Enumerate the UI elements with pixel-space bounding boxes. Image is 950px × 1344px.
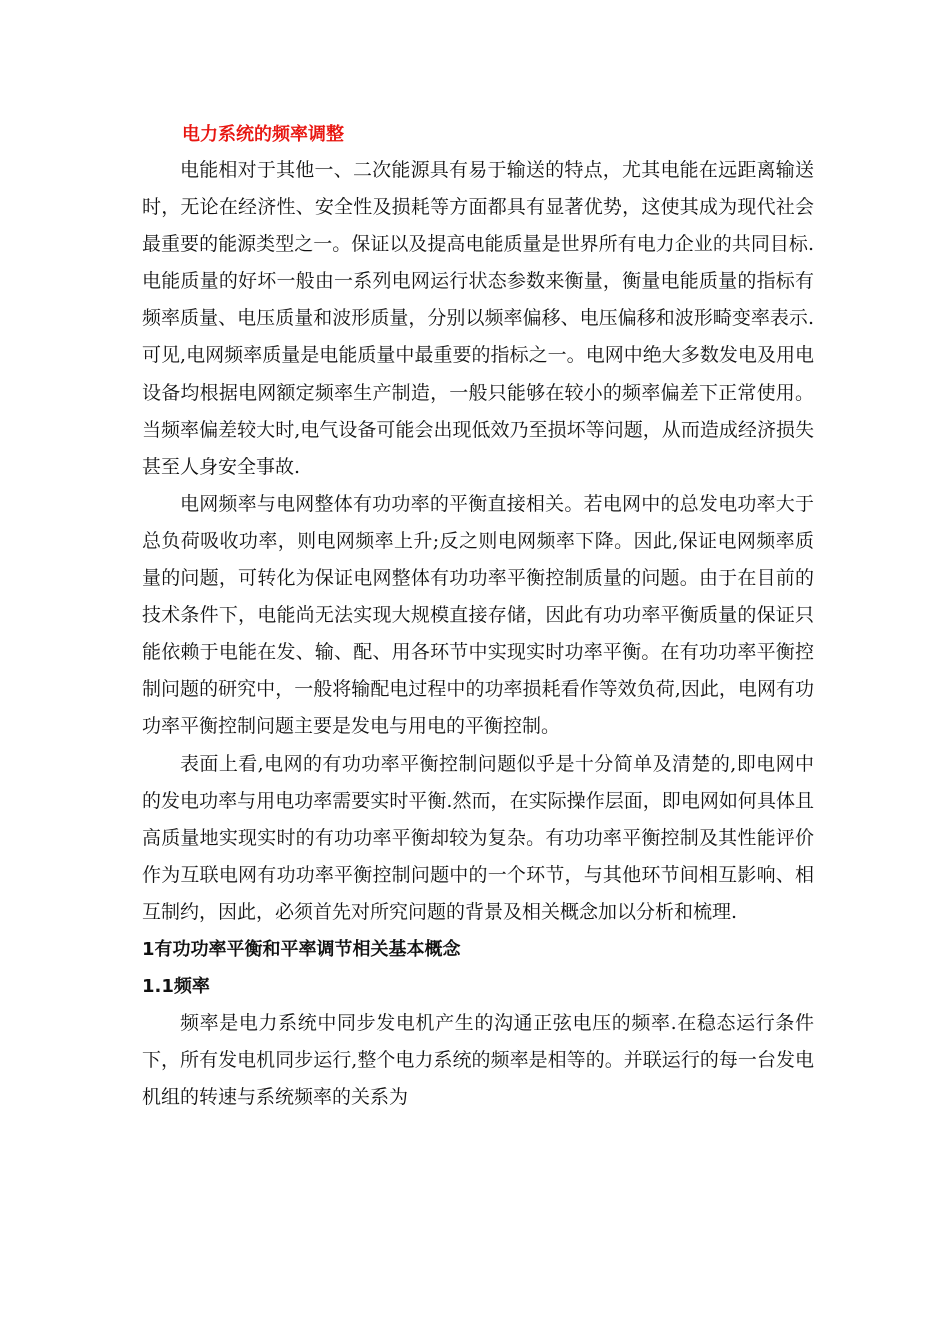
paragraph-4: 频率是电力系统中同步发电机产生的沟通正弦电压的频率.在稳态运行条件下，所有发电机同步运行,整个电力系统的频率是相等的。并联运行的每一台发电机组的转速与系统频率的关系为 [142, 1011, 814, 1109]
paragraph-3: 表面上看,电网的有功功率平衡控制问题似乎是十分简单及清楚的,即电网中的发电功率与用电功率需要实时平衡.然而，在实际操作层面，即电网如何具体且高质量地实现实时的有功功率平衡却较为复杂。有功功率平衡控制及其性能评价作为互联电网有功功率平衡控制问题中的一个环节，与其他环节间相互影响、相互制约，因此，必须首先对所究问题的背景及相关概念加以分析和梳理. [142, 752, 814, 923]
paragraph-2: 电网频率与电网整体有功功率的平衡直接相关。若电网中的总发电功率大于总负荷吸收功率，则电网频率上升;反之则电网频率下降。因此,保证电网频率质量的问题，可转化为保证电网整体有功功率平衡控制质量的问题。由于在目前的技术条件下，电能尚无法实现大规模直接存储，因此有功功率平衡质量的保证只能依赖于电能在发、输、配、用各环节中实现实时功率平衡。在有功功率平衡控制问题的研究中，一般将输配电过程中的功率损耗看作等效负荷,因此，电网有功功率平衡控制问题主要是发电与用电的平衡控制。 [142, 492, 814, 738]
paragraph-1: 电能相对于其他一、二次能源具有易于输送的特点，尤其电能在远距离输送时，无论在经济性、安全性及损耗等方面都具有显著优势，这使其成为现代社会最重要的能源类型之一。保证以及提高电能质量是世界所有电力企业的共同目标.电能质量的好坏一般由一系列电网运行状态参数来衡量，衡量电能质量的指标有频率质量、电压质量和波形质量，分别以频率偏移、电压偏移和波形畸变率表示.可见,电网频率质量是电能质量中最重要的指标之一。电网中绝大多数发电及用电设备均根据电网额定频率生产制造，一般只能够在较小的频率偏差下正常使用。当频率偏差较大时,电气设备可能会出现低效乃至损坏等问题，从而造成经济损失甚至人身安全事故. [142, 159, 814, 478]
document-title: 电力系统的频率调整 [182, 124, 344, 145]
document-body [142, 120, 814, 1116]
section-heading-1: 1有功功率平衡和平率调节相关基本概念 [142, 938, 461, 960]
section-heading-1-1: 1.1频率 [142, 975, 210, 997]
